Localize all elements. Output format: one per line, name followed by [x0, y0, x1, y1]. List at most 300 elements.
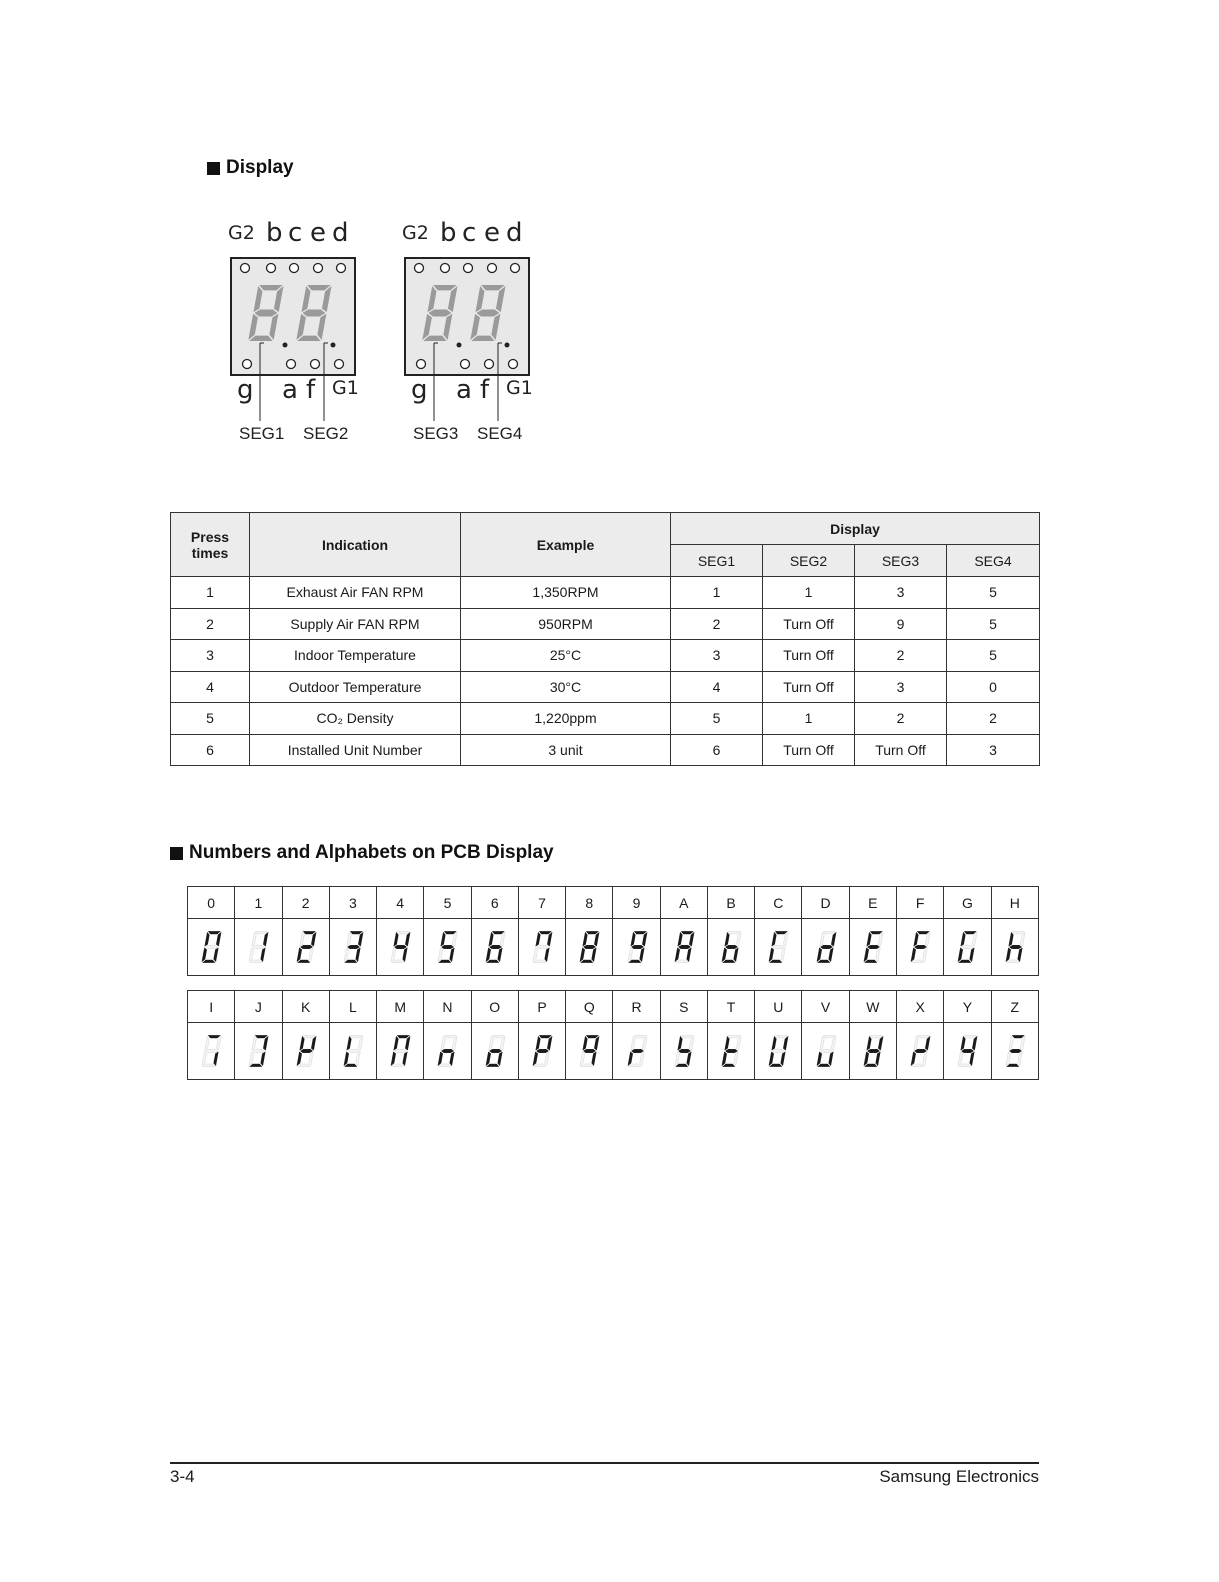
- segment-g-off: [253, 1049, 265, 1052]
- segment-f-on: [725, 932, 730, 946]
- glyph-cell: [424, 1023, 471, 1080]
- segment-a-off: [870, 1035, 882, 1038]
- segment-b-on: [784, 1036, 789, 1050]
- seg4-cell: 5: [947, 608, 1040, 640]
- segment-g-off: [820, 1049, 832, 1052]
- segment-d-off: [675, 960, 687, 963]
- header-seg2: SEG2: [763, 545, 855, 577]
- glyph-char-label: P: [518, 991, 565, 1023]
- glyph-cell: [707, 919, 754, 976]
- seg-label-right: SEG2: [303, 424, 349, 443]
- segment-f-on: [725, 1036, 730, 1050]
- segment-e-on: [958, 948, 963, 962]
- numbers-heading-text: Numbers and Alphabets on PCB Display: [189, 842, 554, 863]
- segment-g-on: [867, 945, 879, 948]
- pin-bottom: [417, 360, 426, 369]
- segment-f-on: [867, 932, 872, 946]
- header-press-times: Press times: [171, 513, 250, 577]
- glyph-cell: [802, 919, 849, 976]
- segment-a-on: [492, 931, 504, 934]
- seg4-cell: 5: [947, 577, 1040, 609]
- pin-bottom: [287, 360, 296, 369]
- segment-g-on: [726, 945, 738, 948]
- segment-a-on: [870, 931, 882, 934]
- seg2-cell: Turn Off: [763, 671, 855, 703]
- seven-segment-glyph-icon: [954, 1032, 980, 1070]
- glyph-cell: [944, 919, 991, 976]
- segment-f-on: [914, 932, 919, 946]
- segment-b-on: [405, 1036, 410, 1050]
- segment-d-on: [723, 1064, 735, 1067]
- segment-d-off: [912, 1064, 924, 1067]
- segment-a-on: [586, 931, 598, 934]
- glyph-char-label: G: [944, 887, 991, 919]
- pin-label-f: f: [480, 375, 490, 405]
- segment-b-off: [878, 932, 883, 946]
- square-bullet-icon: [207, 162, 220, 175]
- segment-c-off: [923, 1052, 928, 1066]
- segment-b-on: [973, 1036, 978, 1050]
- segment-g-off: [206, 945, 218, 948]
- glyph-char-label: X: [896, 991, 943, 1023]
- segment-d-on: [817, 1064, 829, 1067]
- pin-top: [441, 264, 450, 273]
- segment-f-on: [583, 1036, 588, 1050]
- segment-g-on: [584, 1049, 596, 1052]
- glyph-char-label: 9: [613, 887, 660, 919]
- segment-c-on: [356, 948, 361, 962]
- segment-b-on: [264, 932, 269, 946]
- segment-b-on: [878, 1036, 883, 1050]
- segment-b-off: [358, 1036, 363, 1050]
- segment-c-on: [450, 948, 455, 962]
- page-number: 3-4: [170, 1467, 195, 1486]
- pin-label-g: g: [411, 375, 428, 405]
- seg4-cell: 2: [947, 703, 1040, 735]
- pin-bottom: [485, 360, 494, 369]
- glyph-cell: [518, 919, 565, 976]
- segment-g-on: [915, 945, 927, 948]
- pin-label-f: f: [306, 375, 316, 405]
- seven-segment-glyph-icon: [245, 1032, 271, 1070]
- seg2-cell: 1: [763, 577, 855, 609]
- segment-a-off: [917, 1035, 929, 1038]
- pin-label-a: a: [282, 375, 298, 405]
- segment-c-off: [308, 1052, 313, 1066]
- segment-b-on: [595, 1036, 600, 1050]
- segment-c-on: [639, 948, 644, 962]
- seven-segment-glyph-icon: [529, 928, 555, 966]
- segment-e-on: [816, 1052, 821, 1066]
- glyph-cell: [849, 1023, 896, 1080]
- pin-label-e: e: [484, 218, 500, 248]
- publisher-name: Samsung Electronics: [879, 1467, 1039, 1486]
- glyph-cell: [802, 1023, 849, 1080]
- seven-segment-glyph-icon: [624, 1032, 650, 1070]
- segment-f-off: [819, 932, 824, 946]
- example-cell: 25°C: [461, 640, 671, 672]
- pin-top: [415, 264, 424, 273]
- segment-d-off: [250, 960, 262, 963]
- segment-f-off: [252, 1036, 257, 1050]
- glyph-cell: [660, 1023, 707, 1080]
- glyph-char-label: H: [991, 887, 1038, 919]
- segment-e-on: [911, 948, 916, 962]
- segment-a-off: [681, 1035, 693, 1038]
- segment-e-off: [533, 948, 538, 962]
- glyph-cell: [235, 919, 282, 976]
- segment-c-off: [1017, 1052, 1022, 1066]
- segment-f-off: [441, 1036, 446, 1050]
- segment-f-on: [772, 932, 777, 946]
- seg3-cell: Turn Off: [855, 734, 947, 766]
- segment-g-on: [303, 310, 324, 316]
- segment-e-on: [816, 948, 821, 962]
- segment-e-off: [627, 948, 632, 962]
- segment-f-off: [252, 932, 257, 946]
- glyph-cell: [849, 919, 896, 976]
- glyph-cell: [613, 919, 660, 976]
- segment-f-off: [299, 932, 304, 946]
- pin-label-a: a: [456, 375, 472, 405]
- segment-c-off: [356, 1052, 361, 1066]
- pin-label-d: d: [332, 218, 349, 248]
- segment-g-off: [253, 945, 265, 948]
- segment-e-on: [202, 948, 207, 962]
- segment-e-on: [864, 1052, 869, 1066]
- seg1-cell: 1: [671, 577, 763, 609]
- segment-a-on: [539, 1035, 551, 1038]
- segment-d-on: [817, 960, 829, 963]
- glyph-char-label: 7: [518, 887, 565, 919]
- segment-c-on: [261, 948, 266, 962]
- led-module-drawing: [400, 215, 550, 445]
- seg2-cell: 1: [763, 703, 855, 735]
- pin-label-g2: G2: [402, 222, 429, 244]
- led-module-1: [226, 215, 376, 445]
- segment-a-on: [681, 931, 693, 934]
- segment-a-off: [492, 1035, 504, 1038]
- pin-label-b: b: [266, 218, 283, 248]
- segment-f-on: [536, 1036, 541, 1050]
- glyph-char-label: V: [802, 991, 849, 1023]
- pin-top: [464, 264, 473, 273]
- seg3-cell: 3: [855, 671, 947, 703]
- segment-g-on: [255, 310, 276, 316]
- glyph-cell: [282, 919, 329, 976]
- glyph-cell: [707, 1023, 754, 1080]
- display-table: [170, 512, 1040, 766]
- glyph-char-label: K: [282, 991, 329, 1023]
- glyph-char-label: L: [329, 991, 376, 1023]
- segment-e-on: [297, 948, 302, 962]
- segment-d-on: [770, 1064, 782, 1067]
- glyph-cell: [235, 1023, 282, 1080]
- seg-label-right: SEG4: [477, 424, 523, 443]
- segment-c-on: [261, 1052, 266, 1066]
- glyph-char-label: I: [188, 991, 235, 1023]
- segment-e-on: [486, 1052, 491, 1066]
- segment-g-on: [347, 945, 359, 948]
- glyph-cell: [471, 919, 518, 976]
- segment-d-off: [1006, 960, 1018, 963]
- glyph-char-label: D: [802, 887, 849, 919]
- segment-f-on: [1009, 932, 1014, 946]
- seven-segment-glyph-icon: [718, 928, 744, 966]
- glyph-char-label: 3: [329, 887, 376, 919]
- segment-f-on: [772, 1036, 777, 1050]
- segment-a-on: [586, 1035, 598, 1038]
- glyph-char-label: B: [707, 887, 754, 919]
- seven-segment-glyph-icon: [198, 1032, 224, 1070]
- seg1-cell: 3: [671, 640, 763, 672]
- glyph-char-label: 8: [566, 887, 613, 919]
- segment-c-on: [828, 1052, 833, 1066]
- glyph-char-label: Z: [991, 991, 1038, 1023]
- segment-a-off: [965, 1035, 977, 1038]
- segment-c-on: [781, 1052, 786, 1066]
- segment-g-on: [962, 1049, 974, 1052]
- segment-c-on: [497, 1052, 502, 1066]
- pin-label-c: c: [288, 218, 303, 248]
- seven-segment-glyph-icon: [245, 928, 271, 966]
- segment-g-on: [395, 945, 407, 948]
- pin-label-d: d: [506, 218, 523, 248]
- segment-c-off: [308, 948, 313, 962]
- display-heading-text: Display: [226, 157, 294, 178]
- indication-cell: Supply Air FAN RPM: [250, 608, 461, 640]
- segment-b-on: [689, 932, 694, 946]
- segment-c-on: [214, 948, 219, 962]
- segment-g-on: [820, 945, 832, 948]
- segment-d-on: [439, 960, 451, 963]
- segment-d-off: [534, 960, 546, 963]
- seven-segment-glyph-icon: [434, 1032, 460, 1070]
- segment-f-on: [441, 932, 446, 946]
- segment-a-on: [208, 1035, 220, 1038]
- segment-b-on: [547, 1036, 552, 1050]
- seven-segment-glyph-icon: [1002, 1032, 1028, 1070]
- header-display: Display: [671, 513, 1040, 545]
- segment-d-on: [865, 1064, 877, 1067]
- pin-top: [314, 264, 323, 273]
- pin-top: [290, 264, 299, 273]
- glyph-char-label: M: [377, 991, 424, 1023]
- pin-label-c: c: [462, 218, 477, 248]
- glyph-cell: [896, 1023, 943, 1080]
- segment-c-off: [781, 948, 786, 962]
- pin-label-g2: G2: [228, 222, 255, 244]
- glyph-table-letters: [187, 990, 1039, 1080]
- seven-segment-glyph-icon: [907, 1032, 933, 1070]
- seven-segment-glyph-icon: [387, 928, 413, 966]
- decimal-point: [331, 343, 336, 348]
- segment-c-off: [923, 948, 928, 962]
- segment-b-on: [358, 932, 363, 946]
- led-module-body: [405, 258, 529, 375]
- segment-d-on: [345, 1064, 357, 1067]
- seven-segment-glyph-icon: [907, 928, 933, 966]
- segment-b-on: [595, 932, 600, 946]
- segment-e-on: [769, 948, 774, 962]
- segment-c-on: [592, 1052, 597, 1066]
- segment-f-off: [819, 1036, 824, 1050]
- segment-g-on: [678, 1049, 690, 1052]
- table-row: [171, 703, 1040, 735]
- glyph-char-label: S: [660, 991, 707, 1023]
- glyph-cell: [896, 919, 943, 976]
- glyph-char-label: Q: [566, 991, 613, 1023]
- pin-label-g: g: [237, 375, 254, 405]
- segment-d-on: [486, 960, 498, 963]
- segment-c-on: [450, 1052, 455, 1066]
- segment-b-off: [831, 1036, 836, 1050]
- segment-f-on: [394, 1036, 399, 1050]
- glyph-char-label: 0: [188, 887, 235, 919]
- example-cell: 1,220ppm: [461, 703, 671, 735]
- segment-e-off: [675, 1052, 680, 1066]
- segment-b-on: [311, 932, 316, 946]
- segment-g-off: [206, 1049, 218, 1052]
- seven-segment-glyph-icon: [718, 1032, 744, 1070]
- segment-b-on: [642, 932, 647, 946]
- segment-b-off: [736, 932, 741, 946]
- pin-label-g1: G1: [332, 377, 359, 399]
- segment-a-off: [776, 1035, 788, 1038]
- glyph-char-label: 5: [424, 887, 471, 919]
- glyph-char-label: A: [660, 887, 707, 919]
- header-indication: Indication: [250, 513, 461, 577]
- segment-g-on: [1009, 945, 1021, 948]
- seven-segment-glyph-icon: [813, 1032, 839, 1070]
- indication-cell: Installed Unit Number: [250, 734, 461, 766]
- segment-f-on: [536, 932, 541, 946]
- seven-segment-glyph-icon: [765, 1032, 791, 1070]
- segment-c-on: [686, 1052, 691, 1066]
- segment-e-on: [722, 1052, 727, 1066]
- segment-f-on: [488, 932, 493, 946]
- seven-segment-glyph-icon: [860, 1032, 886, 1070]
- glyph-table-numbers: [187, 886, 1039, 976]
- segment-e-on: [864, 948, 869, 962]
- header-seg3: SEG3: [855, 545, 947, 577]
- segment-b-off: [500, 1036, 505, 1050]
- segment-e-on: [533, 1052, 538, 1066]
- segment-g-on: [584, 945, 596, 948]
- pin-top: [511, 264, 520, 273]
- segment-g-on: [477, 310, 498, 316]
- segment-a-on: [1012, 1035, 1024, 1038]
- segment-g-on: [489, 1049, 501, 1052]
- seg2-cell: Turn Off: [763, 608, 855, 640]
- segment-f-off: [205, 1036, 210, 1050]
- segment-c-on: [545, 948, 550, 962]
- segment-g-on: [429, 310, 450, 316]
- press-times-cell: 3: [171, 640, 250, 672]
- segment-c-on: [828, 948, 833, 962]
- indication-cell: Exhaust Air FAN RPM: [250, 577, 461, 609]
- seg1-cell: 5: [671, 703, 763, 735]
- segment-a-on: [350, 931, 362, 934]
- seven-segment-glyph-icon: [860, 928, 886, 966]
- segment-g-off: [962, 945, 974, 948]
- segment-c-on: [592, 948, 597, 962]
- segment-f-on: [630, 932, 635, 946]
- glyph-cell: [329, 919, 376, 976]
- glyph-char-label: R: [613, 991, 660, 1023]
- segment-b-off: [453, 1036, 458, 1050]
- segment-e-on: [769, 1052, 774, 1066]
- glyph-char-label: 2: [282, 887, 329, 919]
- segment-g-off: [395, 1049, 407, 1052]
- segment-e-on: [627, 1052, 632, 1066]
- seg3-cell: 2: [855, 640, 947, 672]
- segment-a-off: [1012, 931, 1024, 934]
- glyph-cell: [566, 1023, 613, 1080]
- table-row: [171, 640, 1040, 672]
- glyph-cell: [329, 1023, 376, 1080]
- segment-c-off: [876, 948, 881, 962]
- glyph-cell: [613, 1023, 660, 1080]
- segment-d-off: [534, 1064, 546, 1067]
- segment-b-off: [925, 932, 930, 946]
- seven-segment-glyph-icon: [340, 1032, 366, 1070]
- decimal-point: [457, 343, 462, 348]
- segment-c-on: [970, 1052, 975, 1066]
- seg4-cell: 0: [947, 671, 1040, 703]
- segment-b-off: [1020, 932, 1025, 946]
- segment-b-on: [216, 932, 221, 946]
- segment-a-off: [303, 1035, 315, 1038]
- press-times-cell: 1: [171, 577, 250, 609]
- segment-f-off: [347, 932, 352, 946]
- pin-label-g1: G1: [506, 377, 533, 399]
- segment-b-off: [216, 1036, 221, 1050]
- segment-d-on: [345, 960, 357, 963]
- segment-d-on: [675, 1064, 687, 1067]
- glyph-cell: [755, 1023, 802, 1080]
- segment-c-on: [734, 948, 739, 962]
- segment-e-on: [911, 1052, 916, 1066]
- segment-b-off: [642, 1036, 647, 1050]
- seg-label-left: SEG3: [413, 424, 459, 443]
- segment-c-off: [639, 1052, 644, 1066]
- glyph-cell: [755, 919, 802, 976]
- seven-segment-glyph-icon: [434, 928, 460, 966]
- led-module-body: [231, 258, 355, 375]
- segment-b-off: [500, 932, 505, 946]
- segment-d-on: [297, 960, 309, 963]
- seven-segment-glyph-icon: [340, 928, 366, 966]
- glyph-char-label: J: [235, 991, 282, 1023]
- glyph-char-label: T: [707, 991, 754, 1023]
- segment-g-on: [442, 945, 454, 948]
- segment-g-on: [300, 945, 312, 948]
- segment-b-on: [925, 1036, 930, 1050]
- glyph-char-label: 1: [235, 887, 282, 919]
- glyph-cell: [377, 1023, 424, 1080]
- segment-f-on: [867, 1036, 872, 1050]
- indication-cell: Indoor Temperature: [250, 640, 461, 672]
- segment-c-on: [214, 1052, 219, 1066]
- segment-a-on: [208, 931, 220, 934]
- display-heading: [207, 157, 294, 179]
- segment-f-on: [961, 1036, 966, 1050]
- segment-b-on: [405, 932, 410, 946]
- glyph-cell: [282, 1023, 329, 1080]
- segment-b-on: [264, 1036, 269, 1050]
- seg2-cell: Turn Off: [763, 734, 855, 766]
